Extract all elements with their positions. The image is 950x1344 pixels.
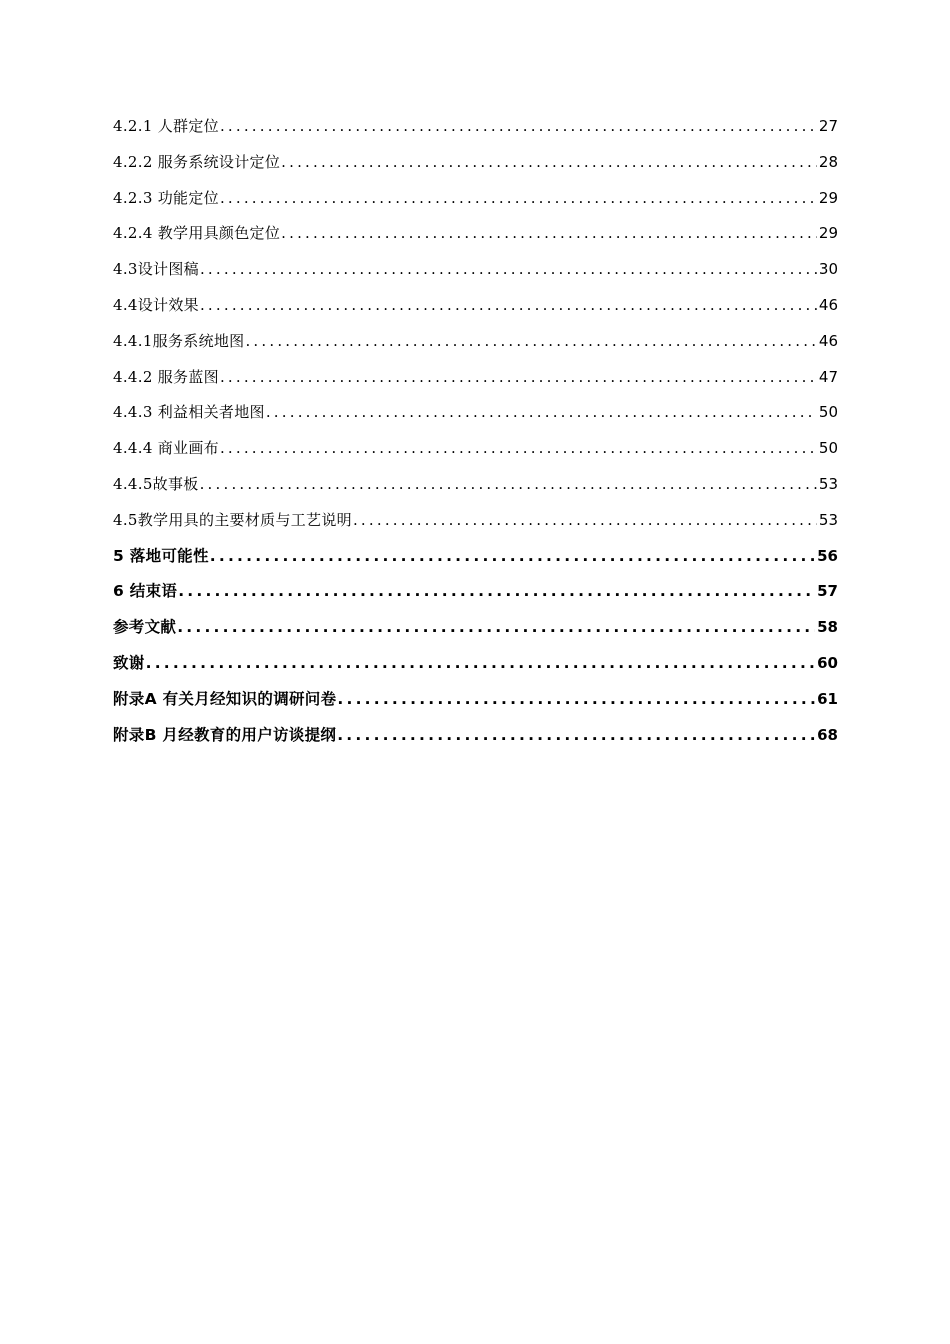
toc-entry-title: 4.4.3 利益相关者地图 [113,403,265,422]
dot-leader [199,252,817,288]
toc-entry-4-4-1[interactable] [113,324,838,360]
toc-entry-page: 56 [817,546,838,565]
dot-leader [199,288,817,324]
dot-leader [219,360,817,396]
toc-entry-acknowledgements[interactable] [113,646,838,682]
toc-entry-page: 68 [817,725,838,744]
toc-entry-page: 61 [817,689,838,708]
toc-entry-title: 参考文献 [113,618,177,637]
toc-entry-page: 60 [817,653,838,672]
toc-entry-4-4-4[interactable] [113,431,838,467]
toc-entry-page: 50 [818,439,838,458]
dot-leader [176,610,815,646]
toc-entry-page: 50 [818,403,838,422]
toc-entry-title: 附录A 有关月经知识的调研问卷 [113,689,337,708]
toc-entry-4-4-5[interactable] [113,467,838,503]
toc-entry-4-2-4[interactable] [113,216,838,252]
dot-leader [244,324,816,360]
toc-entry-page: 28 [818,152,838,171]
toc-entry-page: 46 [818,295,838,314]
table-of-contents [113,109,838,753]
toc-entry-title: 4.3设计图稿 [113,260,199,279]
toc-entry-title: 4.2.1 人群定位 [113,117,219,135]
toc-entry-title: 附录B 月经教育的用户访谈提纲 [113,725,337,744]
dot-leader [219,109,817,145]
toc-entry-title: 4.4.4 商业画布 [113,439,219,458]
toc-entry-title: 4.2.4 教学用具颜色定位 [113,224,281,243]
toc-entry-page: 47 [818,367,838,386]
toc-entry-title: 4.2.3 功能定位 [113,188,219,207]
toc-entry-page: 53 [818,510,838,529]
toc-entry-page: 57 [817,582,838,601]
dot-leader [336,718,815,754]
dot-leader [219,431,817,467]
toc-entry-5[interactable] [113,539,838,575]
toc-entry-page: 29 [818,224,838,243]
toc-entry-4-2-2[interactable] [113,145,838,181]
toc-entry-4-4-3[interactable] [113,395,838,431]
dot-leader [145,646,816,682]
toc-entry-title: 致谢 [113,653,145,672]
toc-entry-page: 46 [818,331,838,350]
toc-entry-4-5[interactable] [113,503,838,539]
toc-entry-appendix-a[interactable] [113,682,838,718]
toc-entry-title: 4.4.1服务系统地图 [113,331,245,350]
toc-entry-title: 4.4.5故事板 [113,474,199,493]
toc-entry-title: 6 结束语 [113,582,178,601]
toc-entry-4-2-3[interactable] [113,181,838,217]
toc-entry-4-4[interactable] [113,288,838,324]
toc-entry-4-3[interactable] [113,252,838,288]
toc-entry-4-4-2[interactable] [113,360,838,396]
toc-entry-4-2-1[interactable] [113,109,838,145]
dot-leader [177,574,815,610]
dot-leader [219,181,817,217]
dot-leader [209,539,815,575]
toc-entry-title: 4.4.2 服务蓝图 [113,367,219,386]
toc-entry-page: 53 [818,474,838,493]
dot-leader [336,682,815,718]
dot-leader [265,395,817,431]
toc-entry-page: 58 [817,618,838,637]
toc-entry-title: 4.4设计效果 [113,295,199,314]
dot-leader [280,145,817,181]
toc-entry-title: 5 落地可能性 [113,546,209,565]
toc-entry-title: 4.5教学用具的主要材质与工艺说明 [113,510,352,529]
toc-entry-title: 4.2.2 服务系统设计定位 [113,152,281,171]
dot-leader [199,467,817,503]
toc-entry-6[interactable] [113,574,838,610]
toc-entry-page: 30 [818,260,838,279]
toc-entry-appendix-b[interactable] [113,718,838,754]
toc-entry-page: 29 [818,188,838,207]
toc-entry-references[interactable] [113,610,838,646]
dot-leader [280,216,817,252]
dot-leader [352,503,817,539]
toc-entry-page: 27 [818,117,838,135]
